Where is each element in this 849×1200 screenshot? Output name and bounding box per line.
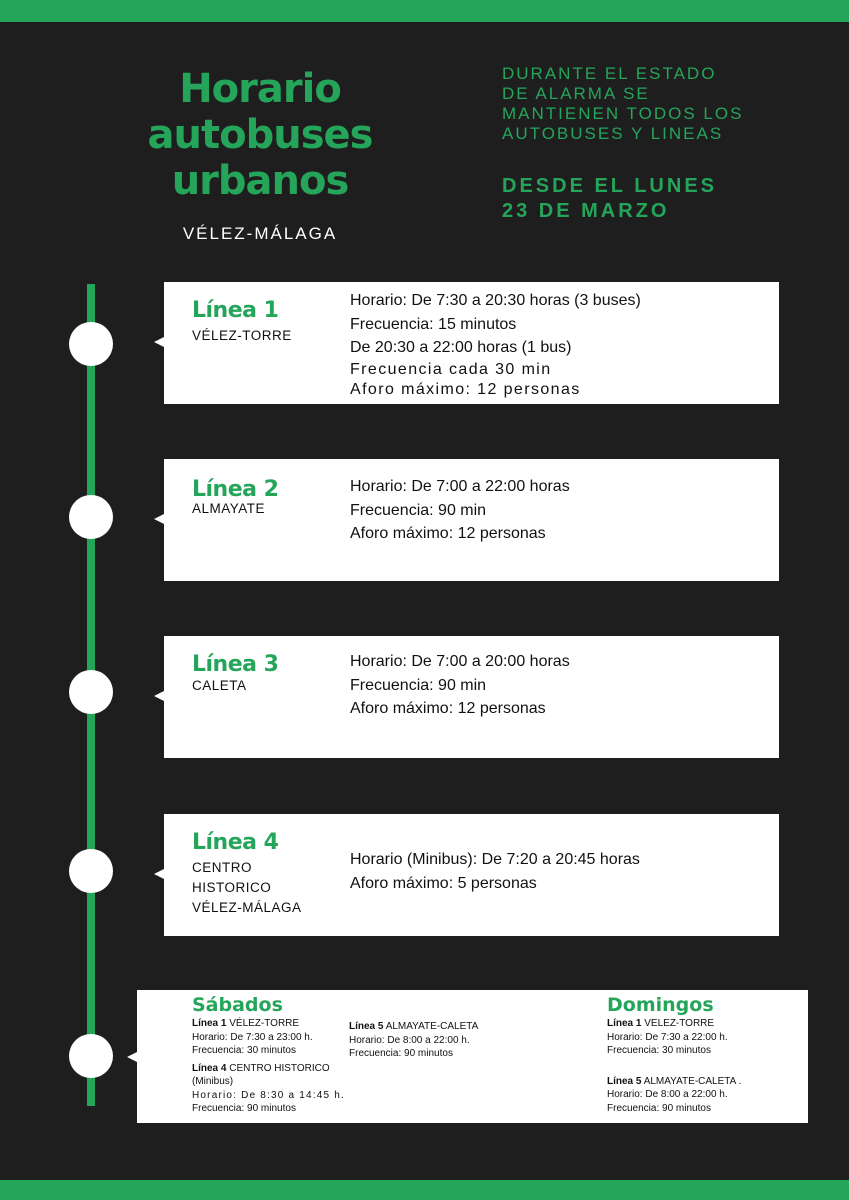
weekend-card [137,990,808,1123]
detail-text: Frecuencia: 90 min [350,501,487,519]
start-date [502,174,762,224]
alarm-notice [502,64,762,144]
line-details [350,848,640,895]
saturday-line-5-frequency: Frecuencia: 90 minutos [349,1048,453,1059]
saturday-line-4 [192,1062,352,1076]
title-line: Horario [179,66,341,112]
line-route [192,858,302,918]
sunday-line-1-frequency: Frecuencia: 30 minutos [607,1045,711,1056]
line-details [350,289,641,400]
notice-line: MANTIENEN TODOS LOS [502,104,744,123]
line-title: Línea 4 [192,830,279,855]
line-2-card [164,459,779,581]
sunday-line-5-frequency: Frecuencia: 90 minutos [607,1102,711,1114]
detail-text: Horario (Minibus): De 7:20 a 20:45 horas [350,851,640,868]
saturday-line-1-hours: Horario: De 7:30 a 23:00 h. [192,1031,313,1043]
city-subtitle: VÉLEZ-MÁLAGA [182,224,338,243]
line-3-card [164,636,779,758]
line-route: ALMAYATE [192,501,266,516]
saturday-line-4-sub: (Minibus) [192,1076,234,1087]
line-route: VELEZ-TORRE [641,1018,715,1029]
line-route: ALMAYATE-CALETA [383,1021,479,1032]
detail-text: Frecuencia cada 30 min [350,360,552,378]
line-label: Línea 1 [607,1018,642,1029]
detail-text: Aforo máximo: 5 personas [350,874,537,892]
detail-text: Horario: De 7:00 a 22:00 horas [350,478,570,495]
saturday-line-1-frequency: Frecuencia: 30 minutos [192,1045,296,1056]
detail-text: Horario: De 7:30 a 20:30 horas (3 buses) [350,292,641,309]
line-route: CENTRO HISTORICO [226,1062,330,1074]
saturday-line-1 [192,1017,352,1031]
notice-line: DE ALARMA SE [502,84,650,103]
route-line: HISTORICO [192,880,272,895]
detail-text: De 20:30 a 22:00 horas (1 bus) [350,339,572,356]
line-details [350,475,570,546]
saturday-column-2 [349,1020,529,1061]
page-title [110,66,410,204]
bottom-accent-bar [0,1180,849,1200]
line-route: ALMAYATE-CALETA . [641,1075,742,1087]
line-route: VÉLEZ-TORRE [226,1018,300,1029]
sunday-line-1-hours: Horario: De 7:30 a 22:00 h. [607,1031,728,1043]
detail-text: Aforo máximo: 12 personas [350,700,546,717]
notice-line: DURANTE EL ESTADO [502,64,717,83]
route-line: CENTRO [192,860,252,875]
timeline-dot [69,495,113,539]
detail-text: Frecuencia: 15 minutos [350,315,517,333]
line-route: VÉLEZ-TORRE [192,328,292,343]
detail-text: Aforo máximo: 12 personas [350,380,581,398]
saturday-line-5-hours: Horario: De 8:00 a 22:00 h. [349,1034,470,1046]
sunday-line-5 [607,1075,797,1089]
line-4-card [164,814,779,936]
sunday-line-5-hours: Horario: De 8:00 a 22:00 h. [607,1089,728,1100]
line-label: Línea 4 [192,1062,227,1074]
sunday-line-1 [607,1017,797,1031]
saturday-line-4-frequency: Frecuencia: 90 minutos [192,1103,296,1114]
saturday-line-4-hours: Horario: De 8:30 a 14:45 h. [192,1089,346,1101]
line-route: CALETA [192,678,247,693]
title-line: urbanos [171,158,349,204]
sunday-column [607,993,797,1115]
saturday-column [192,993,352,1116]
line-label: Línea 5 [349,1021,384,1032]
timeline-dot [69,670,113,714]
line-title: Línea 1 [192,298,279,323]
line-title: Línea 2 [192,477,279,502]
line-1-card [164,282,779,404]
line-title: Línea 3 [192,652,279,677]
top-accent-bar [0,0,849,22]
route-line: VÉLEZ-MÁLAGA [192,900,302,915]
notice-line: AUTOBUSES Y LINEAS [502,124,724,143]
saturday-line-5 [349,1020,529,1034]
timeline-dot [69,1034,113,1078]
date-line: 23 DE MARZO [502,200,670,222]
sunday-title: Domingos [607,994,714,1016]
detail-text: Aforo máximo: 12 personas [350,525,546,542]
detail-text: Frecuencia: 90 min [350,676,487,694]
line-label: Línea 5 [607,1075,642,1087]
timeline-dot [69,322,113,366]
title-line: autobuses [147,112,373,158]
timeline-dot [69,849,113,893]
detail-text: Horario: De 7:00 a 20:00 horas [350,653,570,670]
date-line: DESDE EL LUNES [502,175,717,197]
saturday-title: Sábados [192,994,283,1016]
line-details [350,650,570,721]
line-label: Línea 1 [192,1018,227,1029]
